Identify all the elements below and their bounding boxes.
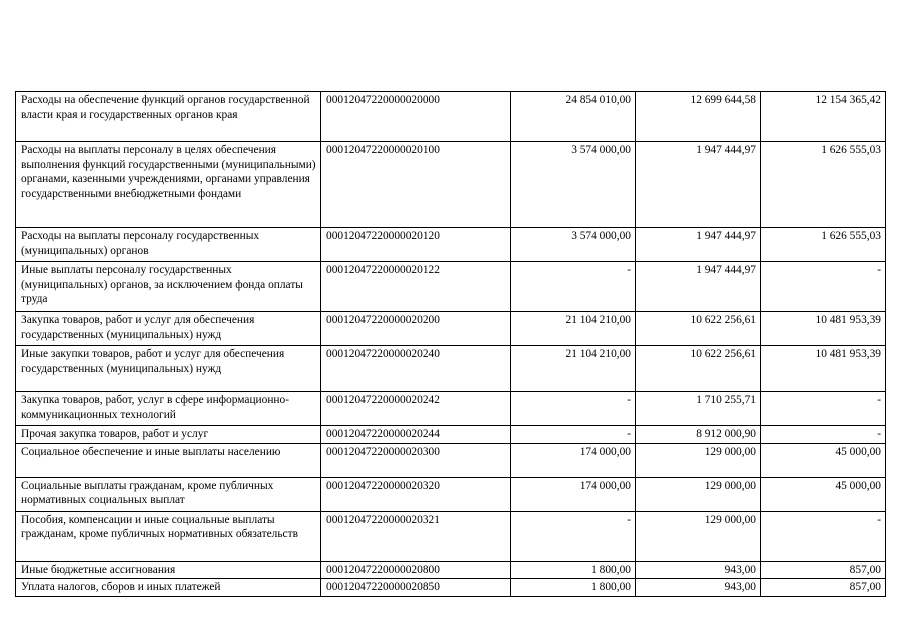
row-executed-cell: 8 912 000,90	[636, 426, 761, 444]
row-name-cell: Иные закупки товаров, работ и услуг для обеспечения государственных (муниципальных) нужд	[16, 346, 321, 392]
row-code-cell: 00012047220000020122	[321, 262, 511, 312]
table-row	[16, 312, 886, 346]
row-name-cell: Иные бюджетные ассигнования	[16, 561, 321, 579]
row-name-cell: Расходы на выплаты персоналу в целях обеспечения выполнения функций государственными (муниципальными) органами, казенными учреждениями, органами управления государственными внебюджетными фондами	[16, 142, 321, 228]
row-unexecuted-cell: 857,00	[761, 579, 886, 597]
row-name-cell: Расходы на выплаты персоналу государственных (муниципальных) органов	[16, 228, 321, 262]
table-row	[16, 561, 886, 579]
row-executed-cell: 1 947 444,97	[636, 142, 761, 228]
row-executed-cell: 129 000,00	[636, 477, 761, 511]
row-unexecuted-cell: 10 481 953,39	[761, 346, 886, 392]
row-code-cell: 00012047220000020242	[321, 392, 511, 426]
row-approved-cell: 1 800,00	[511, 579, 636, 597]
row-executed-cell: 1 947 444,97	[636, 262, 761, 312]
row-unexecuted-cell: -	[761, 426, 886, 444]
row-code-cell: 00012047220000020850	[321, 579, 511, 597]
row-executed-cell: 1 710 255,71	[636, 392, 761, 426]
row-name-cell: Социальное обеспечение и иные выплаты населению	[16, 443, 321, 477]
row-code-cell: 00012047220000020320	[321, 477, 511, 511]
row-name-cell: Закупка товаров, работ, услуг в сфере информационно-коммуникационных технологий	[16, 392, 321, 426]
table-row	[16, 392, 886, 426]
row-code-cell: 00012047220000020240	[321, 346, 511, 392]
row-approved-cell: 3 574 000,00	[511, 142, 636, 228]
row-unexecuted-cell: 1 626 555,03	[761, 228, 886, 262]
table-row	[16, 142, 886, 228]
row-executed-cell: 10 622 256,61	[636, 312, 761, 346]
row-approved-cell: 174 000,00	[511, 477, 636, 511]
row-name-cell: Уплата налогов, сборов и иных платежей	[16, 579, 321, 597]
row-approved-cell: 21 104 210,00	[511, 312, 636, 346]
row-executed-cell: 129 000,00	[636, 511, 761, 561]
table-row	[16, 511, 886, 561]
row-code-cell: 00012047220000020000	[321, 92, 511, 142]
row-approved-cell: 1 800,00	[511, 561, 636, 579]
row-unexecuted-cell: 45 000,00	[761, 443, 886, 477]
row-approved-cell: 24 854 010,00	[511, 92, 636, 142]
row-name-cell: Социальные выплаты гражданам, кроме публичных нормативных социальных выплат	[16, 477, 321, 511]
table-row	[16, 426, 886, 444]
row-unexecuted-cell: -	[761, 262, 886, 312]
row-approved-cell: -	[511, 511, 636, 561]
row-unexecuted-cell: 857,00	[761, 561, 886, 579]
row-code-cell: 00012047220000020244	[321, 426, 511, 444]
table-row	[16, 477, 886, 511]
table-row	[16, 579, 886, 597]
row-unexecuted-cell: -	[761, 511, 886, 561]
row-code-cell: 00012047220000020200	[321, 312, 511, 346]
row-executed-cell: 12 699 644,58	[636, 92, 761, 142]
row-approved-cell: 3 574 000,00	[511, 228, 636, 262]
table-row	[16, 346, 886, 392]
row-approved-cell: -	[511, 262, 636, 312]
row-executed-cell: 129 000,00	[636, 443, 761, 477]
row-approved-cell: -	[511, 392, 636, 426]
row-unexecuted-cell: 45 000,00	[761, 477, 886, 511]
row-name-cell: Иные выплаты персоналу государственных (муниципальных) органов, за исключением фонда оплаты труда	[16, 262, 321, 312]
row-name-cell: Расходы на обеспечение функций органов государственной власти края и государственных органов края	[16, 92, 321, 142]
row-approved-cell: -	[511, 426, 636, 444]
table-row	[16, 262, 886, 312]
row-name-cell: Пособия, компенсации и иные социальные выплаты гражданам, кроме публичных нормативных обязательств	[16, 511, 321, 561]
row-name-cell: Закупка товаров, работ и услуг для обеспечения государственных (муниципальных) нужд	[16, 312, 321, 346]
budget-expense-table	[15, 91, 886, 597]
row-code-cell: 00012047220000020120	[321, 228, 511, 262]
row-executed-cell: 10 622 256,61	[636, 346, 761, 392]
row-approved-cell: 174 000,00	[511, 443, 636, 477]
row-name-cell: Прочая закупка товаров, работ и услуг	[16, 426, 321, 444]
row-code-cell: 00012047220000020300	[321, 443, 511, 477]
table-row	[16, 228, 886, 262]
row-executed-cell: 1 947 444,97	[636, 228, 761, 262]
row-code-cell: 00012047220000020100	[321, 142, 511, 228]
row-unexecuted-cell: 10 481 953,39	[761, 312, 886, 346]
row-code-cell: 00012047220000020800	[321, 561, 511, 579]
row-unexecuted-cell: -	[761, 392, 886, 426]
table-row	[16, 92, 886, 142]
table-body	[16, 92, 886, 597]
row-unexecuted-cell: 12 154 365,42	[761, 92, 886, 142]
row-executed-cell: 943,00	[636, 561, 761, 579]
row-unexecuted-cell: 1 626 555,03	[761, 142, 886, 228]
table-row	[16, 443, 886, 477]
row-approved-cell: 21 104 210,00	[511, 346, 636, 392]
row-code-cell: 00012047220000020321	[321, 511, 511, 561]
row-executed-cell: 943,00	[636, 579, 761, 597]
